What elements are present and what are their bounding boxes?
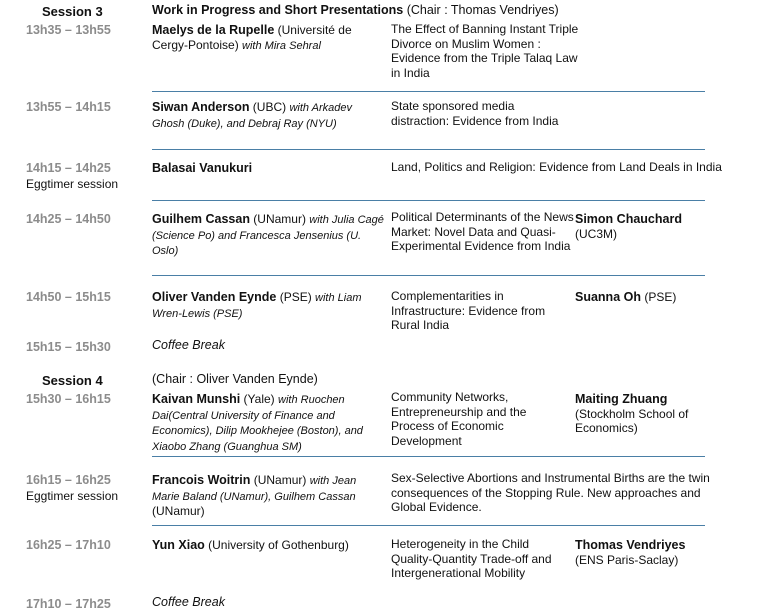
presenter (152, 212, 384, 259)
discussant-affiliation: (PSE) (640, 290, 677, 304)
discussant (575, 538, 735, 567)
presenter (152, 538, 382, 553)
presenter-affiliation: (Yale) (240, 392, 279, 406)
discussant-name: Thomas Vendriyes (575, 538, 686, 552)
coffee-break-label: Coffee Break (152, 595, 225, 609)
slot-time: 15h30 – 16h15 (26, 392, 111, 406)
presenter-name: Kaivan Munshi (152, 392, 241, 406)
presenter-name: Oliver Vanden Eynde (152, 290, 277, 304)
session-3-heading (152, 3, 559, 17)
discussant (575, 212, 735, 241)
row-divider (152, 456, 705, 457)
coauthors: with Liam Wren-Lewis (PSE) (152, 292, 362, 320)
paper-title: Complementarities in Infrastructure: Evidence from Rural India (391, 289, 546, 332)
slot-time: 13h35 – 13h55 (26, 23, 111, 37)
discussant-affiliation: (Stockholm School of Economics) (575, 406, 689, 435)
discussant-name: Suanna Oh (575, 290, 641, 304)
paper-title: Community Networks, Entrepreneurship and the Process of Economic Development (391, 390, 527, 448)
slot-time: 13h55 – 14h15 (26, 100, 111, 114)
presenter-affiliation: (UNamur) (250, 473, 310, 487)
paper-title: Political Determinants of the News Market: Novel Data and Quasi-Experimental Evidence from India (391, 210, 574, 253)
discussant (575, 392, 735, 436)
presenter-affiliation: (University of Gothenburg) (204, 538, 349, 552)
coffee-break-label: Coffee Break (152, 338, 225, 352)
presenter-affiliation: (UNamur) (249, 212, 310, 226)
discussant-affiliation: (ENS Paris-Saclay) (575, 552, 679, 567)
slot-time: 16h15 – 16h25 (26, 473, 111, 487)
discussant-name: Simon Chauchard (575, 212, 682, 226)
coauthors: with Jean Marie Baland (UNamur), Guilhem Cassan (152, 475, 357, 503)
session-3-heading-title: Work in Progress and Short Presentations (152, 3, 404, 17)
discussant-name: Maiting Zhuang (575, 392, 668, 406)
presenter-name: Maelys de la Rupelle (152, 23, 275, 37)
row-divider (152, 200, 705, 201)
row-divider (152, 275, 705, 276)
slot-time: 14h25 – 14h50 (26, 212, 111, 226)
paper-title: State sponsored media distraction: Evidence from India (391, 99, 559, 128)
discussant (575, 290, 735, 305)
presenter-name: Guilhem Cassan (152, 212, 250, 226)
eggtimer-note: Eggtimer session (26, 489, 119, 503)
presenter-name: Yun Xiao (152, 538, 205, 552)
presenter-name: Francois Woitrin (152, 473, 251, 487)
paper-title: Land, Politics and Religion: Evidence from Land Deals in India (391, 160, 722, 174)
slot-time: 14h15 – 14h25 (26, 161, 111, 175)
coauthors: with Arkadev Ghosh (Duke), and Debraj Ray (NYU) (152, 102, 353, 130)
presenter-name: Siwan Anderson (152, 100, 250, 114)
coauthors: with Ruochen Dai(Central University of Finance and Economics), Dilip Mookhejee (Boston), and Xiaobo Zhang (Guanghua SM) (152, 394, 363, 453)
presenter (152, 161, 382, 176)
presenter (152, 100, 384, 131)
eggtimer-note: Eggtimer session (26, 177, 119, 191)
row-divider (152, 91, 705, 92)
slot-time: 14h50 – 15h15 (26, 290, 111, 304)
slot-time: 16h25 – 17h10 (26, 538, 111, 552)
paper-title: Heterogeneity in the Child Quality-Quantity Trade-off and Intergenerational Mobility (391, 537, 552, 580)
row-divider (152, 149, 705, 150)
session-4-chair: (Chair : Oliver Vanden Eynde) (152, 372, 318, 386)
row-divider (152, 525, 705, 526)
break-time: 15h15 – 15h30 (26, 340, 111, 354)
break-time: 17h10 – 17h25 (26, 597, 111, 611)
presenter-affiliation: (Université de Cergy-Pontoise) (152, 23, 352, 52)
presenter (152, 473, 377, 519)
discussant-affiliation: (UC3M) (575, 226, 617, 241)
coauthors: with Julia Cagé (Science Po) and Francesca Jensenius (U. Oslo) (152, 214, 384, 257)
session-3-label: Session 3 (42, 4, 103, 19)
paper-title: The Effect of Banning Instant Triple Divorce on Muslim Women : Evidence from the Triple Talaq Law in India (391, 22, 579, 80)
presenter (152, 23, 382, 53)
presenter-affiliation-tail: (UNamur) (152, 504, 205, 518)
session-3-chair: (Chair : Thomas Vendriyes) (403, 3, 559, 17)
paper-title: Sex-Selective Abortions and Instrumental Births are the twin consequences of the Stopping Rule. New approaches and Global Evidence. (391, 471, 710, 514)
coauthors: with Mira Sehral (242, 39, 321, 52)
session-4-label: Session 4 (42, 373, 103, 388)
presenter (152, 290, 377, 321)
presenter (152, 392, 377, 454)
presenter-affiliation: (PSE) (276, 290, 316, 304)
presenter-affiliation: (UBC) (249, 100, 290, 114)
presenter-name: Balasai Vanukuri (152, 161, 253, 175)
